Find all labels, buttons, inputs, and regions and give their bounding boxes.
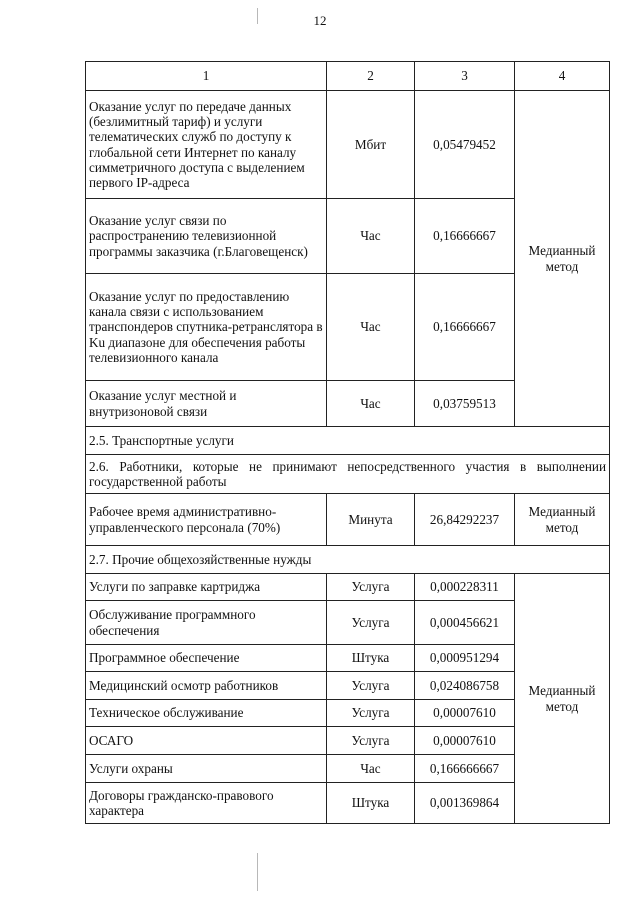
header-row (86, 62, 610, 91)
service-name: Программное обеспечение (86, 645, 327, 672)
section-heading: 2.5. Транспортные услуги (86, 427, 610, 455)
service-name: Оказание услуг связи по распространению телевизионной программы заказчика (г.Благовещенск) (86, 199, 327, 274)
section-row (86, 427, 610, 455)
method-cell: Медианный метод (515, 574, 610, 824)
value-cell: 0,03759513 (415, 381, 515, 427)
unit-cell: Час (327, 199, 415, 274)
header-cell: 1 (86, 62, 327, 91)
header-cell: 2 (327, 62, 415, 91)
service-name: Обслуживание программного обеспечения (86, 601, 327, 645)
norms-table (85, 61, 610, 824)
header-cell: 4 (515, 62, 610, 91)
unit-cell: Мбит (327, 91, 415, 199)
service-name: Договоры гражданско-правового характера (86, 783, 327, 824)
value-cell: 0,001369864 (415, 783, 515, 824)
value-cell: 0,000951294 (415, 645, 515, 672)
scan-mark (257, 853, 258, 891)
header-cell: 3 (415, 62, 515, 91)
value-cell: 0,16666667 (415, 274, 515, 381)
method-cell: Медианный метод (515, 494, 610, 546)
unit-cell: Услуга (327, 574, 415, 601)
value-cell: 0,000228311 (415, 574, 515, 601)
unit-cell: Штука (327, 645, 415, 672)
unit-cell: Минута (327, 494, 415, 546)
section-row (86, 546, 610, 574)
unit-cell: Услуга (327, 700, 415, 727)
value-cell: 0,05479452 (415, 91, 515, 199)
value-cell: 0,024086758 (415, 672, 515, 700)
service-name: Рабочее время административно-управленческого персонала (70%) (86, 494, 327, 546)
table-row (86, 91, 610, 199)
value-cell: 0,00007610 (415, 700, 515, 727)
value-cell: 0,166666667 (415, 755, 515, 783)
value-cell: 0,00007610 (415, 727, 515, 755)
unit-cell: Час (327, 274, 415, 381)
unit-cell: Услуга (327, 601, 415, 645)
section-heading: 2.7. Прочие общехозяйственные нужды (86, 546, 610, 574)
value-cell: 26,84292237 (415, 494, 515, 546)
table-row (86, 494, 610, 546)
value-cell: 0,000456621 (415, 601, 515, 645)
service-name: Медицинский осмотр работников (86, 672, 327, 700)
unit-cell: Час (327, 381, 415, 427)
unit-cell: Час (327, 755, 415, 783)
service-name: Услуги охраны (86, 755, 327, 783)
service-name: ОСАГО (86, 727, 327, 755)
page-number: 12 (313, 13, 327, 28)
service-name: Оказание услуг по предоставлению канала связи с использованием транспондеров спутника-ретранслятора в Ku диапазоне для обеспечения работы телевизионного канала (86, 274, 327, 381)
unit-cell: Услуга (327, 672, 415, 700)
scan-mark (257, 8, 258, 24)
service-name: Услуги по заправке картриджа (86, 574, 327, 601)
method-cell: Медианный метод (515, 91, 610, 427)
unit-cell: Услуга (327, 727, 415, 755)
service-name: Техническое обслуживание (86, 700, 327, 727)
section-heading: 2.6. Работники, которые не принимают непосредственного участия в выполнении государственной работы (86, 455, 610, 494)
unit-cell: Штука (327, 783, 415, 824)
table-row (86, 574, 610, 601)
service-name: Оказание услуг местной и внутризоновой связи (86, 381, 327, 427)
value-cell: 0,16666667 (415, 199, 515, 274)
service-name: Оказание услуг по передаче данных (безлимитный тариф) и услуги телематических служб по доступу к глобальной сети Интернет по каналу симметричного доступа с выделением первого IP-адреса (86, 91, 327, 199)
section-row (86, 455, 610, 494)
